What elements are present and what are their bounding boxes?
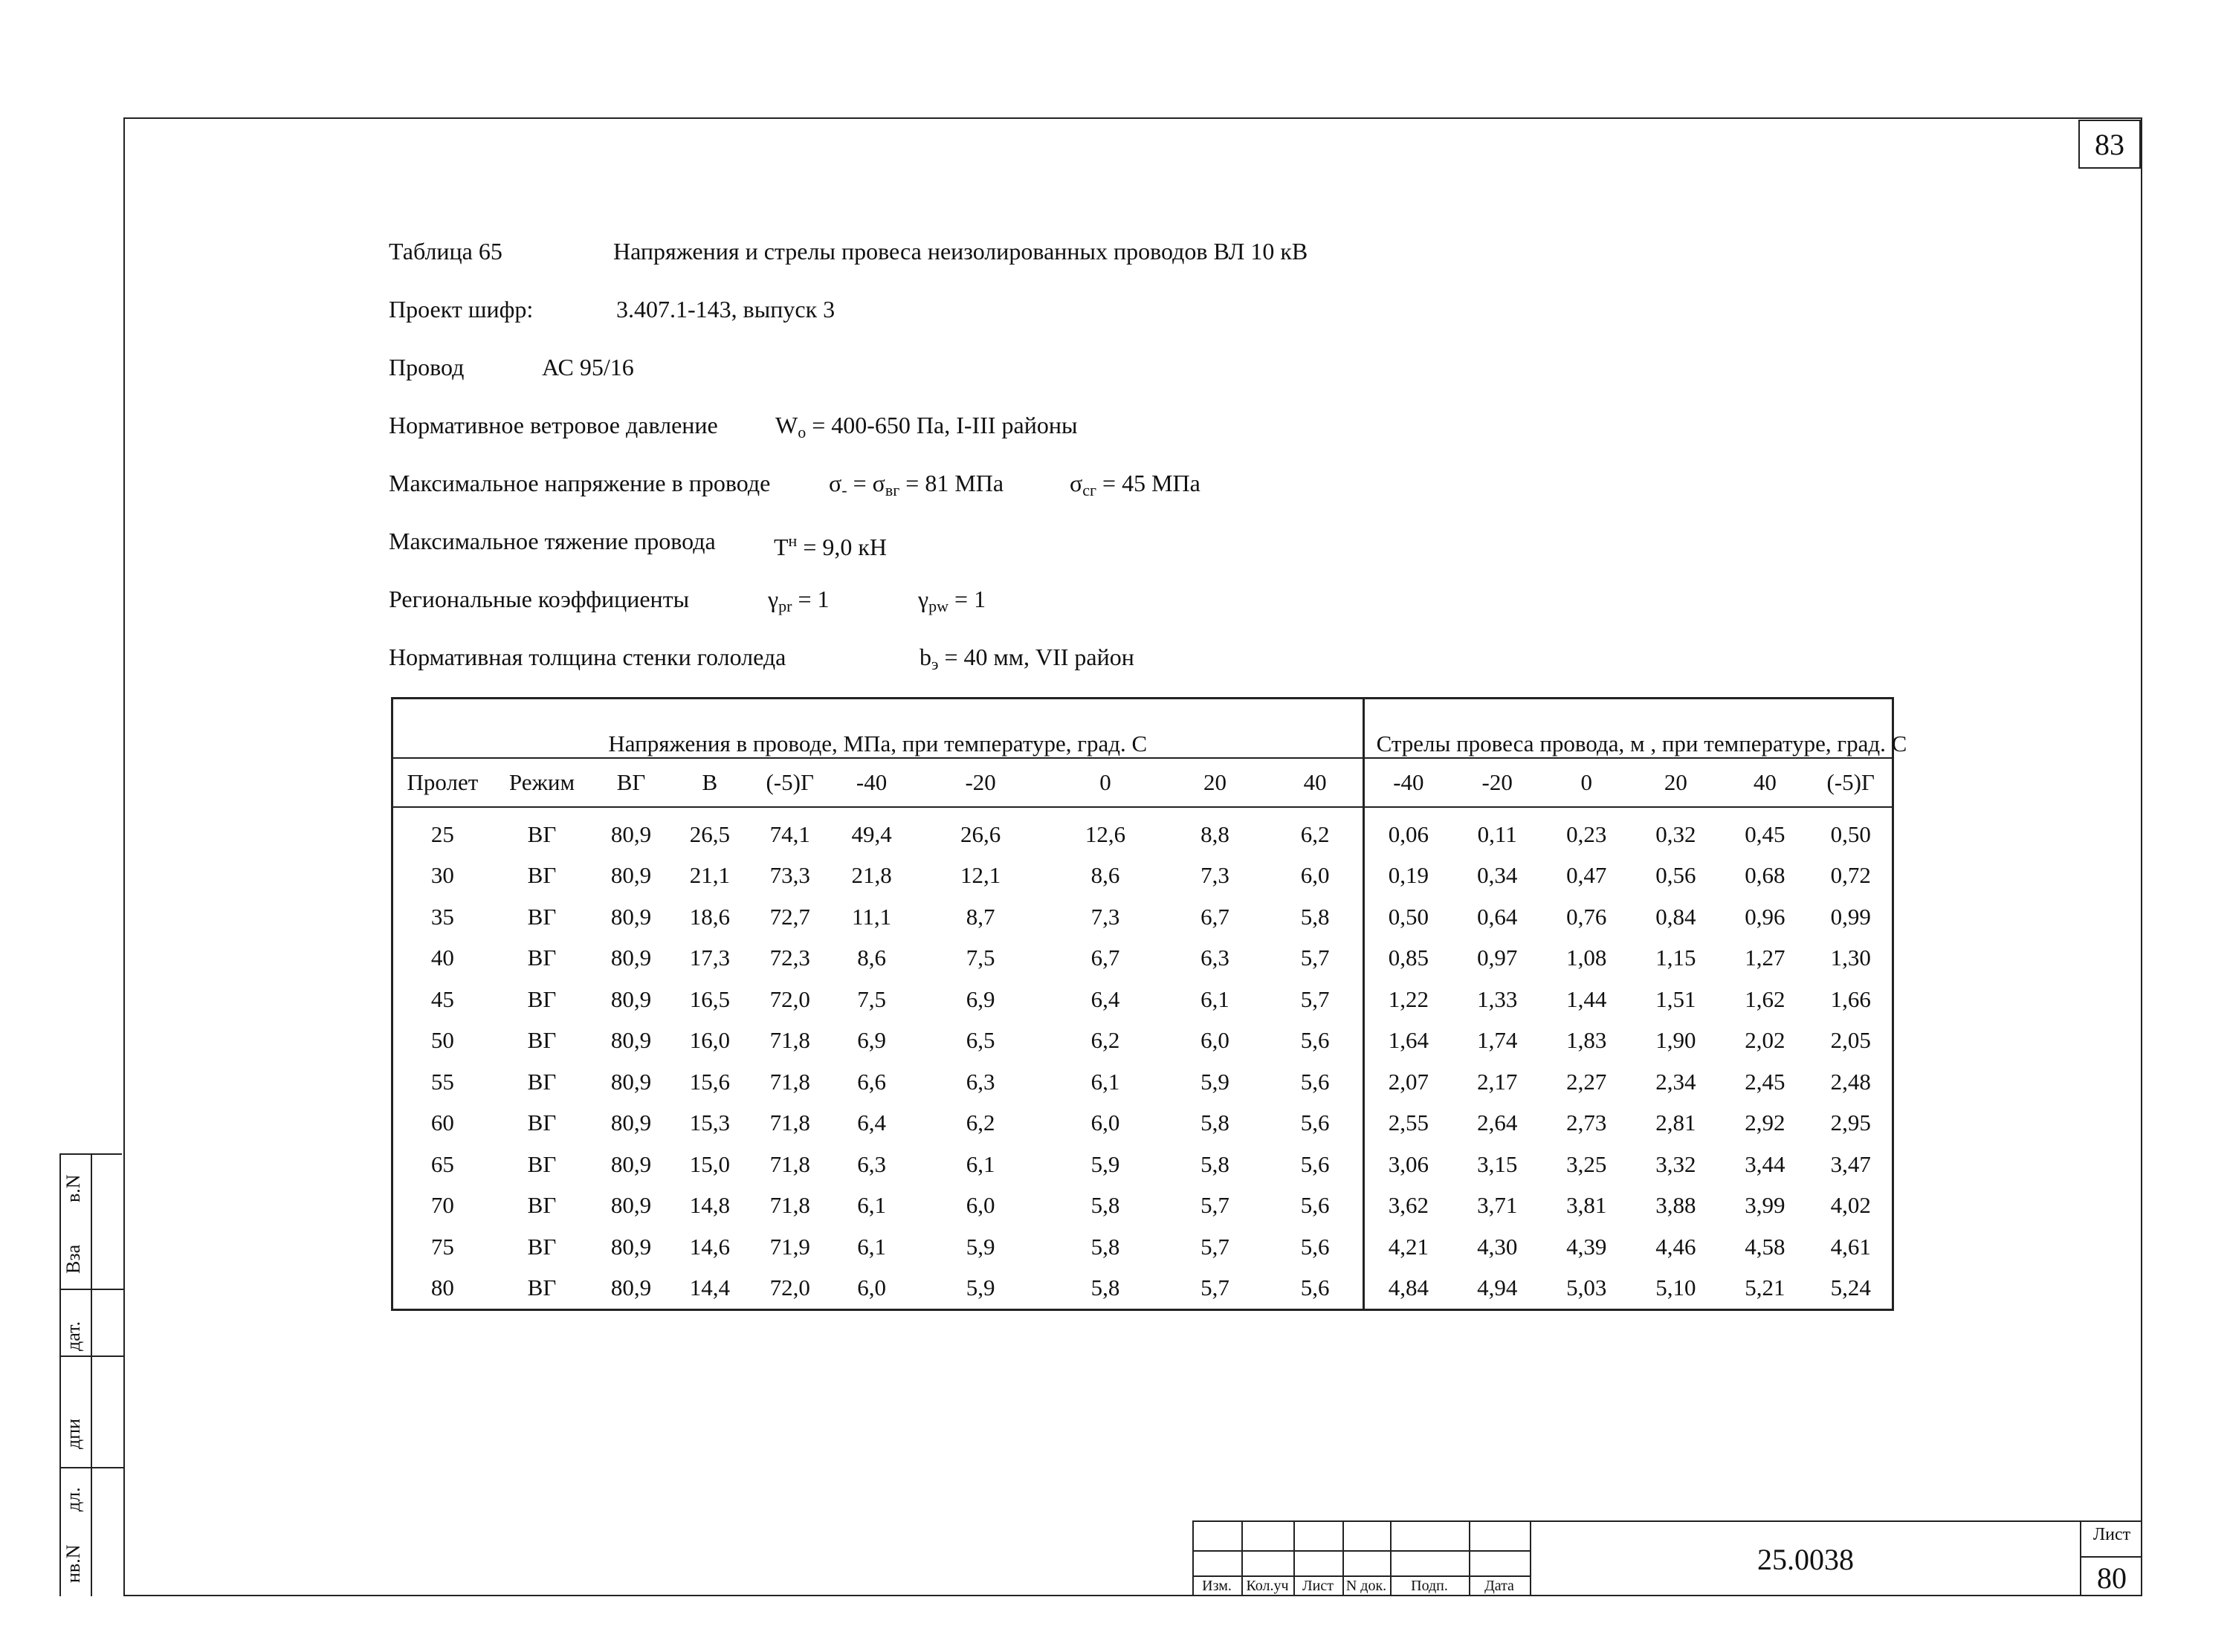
table-cell: 80,9 — [610, 903, 652, 930]
maxstress-sg-value — [1070, 468, 1200, 505]
table-cell: 1,62 — [1745, 985, 1785, 1012]
table-cell: 5,6 — [1300, 1150, 1330, 1177]
table-cell: 5,6 — [1300, 1110, 1330, 1136]
table-cell: 5,10 — [1655, 1274, 1696, 1301]
table-cell: 15,3 — [689, 1110, 730, 1136]
table-cell: 71,9 — [769, 1233, 810, 1260]
table-cell: 72,7 — [769, 903, 810, 930]
wind-value — [775, 410, 1077, 447]
table-cell: 5,24 — [1830, 1274, 1871, 1301]
table-cell: 0,50 — [1363, 896, 1452, 938]
maxstress-sub2: вг — [885, 481, 900, 499]
table-cell: 14,4 — [689, 1274, 730, 1301]
ice-value — [920, 642, 1134, 679]
table-cell: 7,5 — [966, 945, 995, 971]
table-cell: 1,33 — [1477, 985, 1518, 1012]
table-cell: 6,9 — [966, 985, 995, 1012]
table-cell: 1,44 — [1566, 985, 1607, 1012]
table-cell: 5,8 — [1200, 1110, 1229, 1136]
table-cell: ВГ — [527, 1110, 557, 1136]
table-cell: 2,73 — [1566, 1110, 1607, 1136]
gamma-pw-val: = 1 — [948, 586, 986, 612]
table-cell: 6,1 — [857, 1233, 886, 1260]
table-cell: 12,6 — [1085, 820, 1126, 847]
column-header: -40 — [831, 758, 913, 807]
table-row — [392, 1185, 1893, 1227]
column-header: Пролет — [392, 758, 492, 807]
sg-post: = 45 МПа — [1096, 470, 1200, 496]
maxstress-sub: - — [841, 481, 847, 499]
table-row — [392, 855, 1893, 897]
table-cell: 8,7 — [966, 903, 995, 930]
gamma-pr — [768, 584, 830, 621]
column-header-row — [392, 758, 1893, 807]
table-cell: 6,6 — [857, 1068, 886, 1095]
col-label-data: Дата — [1484, 1578, 1514, 1594]
table-cell: 5,9 — [1200, 1068, 1229, 1095]
table-cell: 6,0 — [857, 1274, 886, 1301]
table-cell: 45 — [430, 985, 454, 1012]
table-cell: 5,8 — [1090, 1274, 1120, 1301]
wire-value: АС 95/16 — [542, 354, 634, 380]
group-header-sag: Стрелы провеса провода, м , при температуре, град. С — [1363, 699, 1893, 759]
table-cell: ВГ — [527, 903, 557, 930]
table-cell: 7,3 — [1090, 903, 1120, 930]
sheet-label: Лист — [2092, 1525, 2131, 1544]
document-number: 25.0038 — [1530, 1520, 2080, 1596]
table-cell: 14,8 — [689, 1192, 730, 1219]
table-cell: 17,3 — [689, 945, 730, 971]
table-cell: 2,27 — [1566, 1068, 1607, 1095]
column-header: 40 — [1720, 758, 1809, 807]
table-cell: 8,8 — [1200, 820, 1229, 847]
table-cell: 60 — [430, 1110, 454, 1136]
table-cell: 16,5 — [689, 985, 730, 1012]
table-cell: ВГ — [527, 1192, 557, 1219]
sheet-number: 80 — [2081, 1556, 2142, 1596]
table-cell: 25 — [430, 820, 454, 847]
col-label-ndok: N док. — [1345, 1578, 1387, 1594]
table-cell: ВГ — [527, 1233, 557, 1260]
table-cell: 49,4 — [851, 820, 892, 847]
table-cell: ВГ — [527, 1274, 557, 1301]
table-cell: 3,81 — [1566, 1192, 1607, 1219]
table-cell: 70 — [430, 1192, 454, 1219]
table-row — [392, 807, 1893, 855]
table-cell: 6,1 — [1200, 985, 1229, 1012]
table-cell: 2,02 — [1745, 1027, 1785, 1054]
table-cell: 6,1 — [1090, 1068, 1120, 1095]
table-cell: 0,72 — [1830, 862, 1871, 889]
table-cell: 21,8 — [851, 862, 892, 889]
column-header: -20 — [1452, 758, 1542, 807]
grid-line — [1192, 1575, 1530, 1577]
tension-sup: н — [788, 531, 798, 550]
stamp-label: Вза — [62, 1244, 84, 1274]
table-cell: 15,6 — [689, 1068, 730, 1095]
table-cell: 5,7 — [1200, 1274, 1229, 1301]
table-cell: 6,2 — [966, 1110, 995, 1136]
table-cell: ВГ — [527, 820, 557, 847]
table-cell: 0,47 — [1566, 862, 1607, 889]
table-row — [392, 979, 1893, 1020]
table-cell: 6,7 — [1090, 945, 1120, 971]
table-cell: 14,6 — [689, 1233, 730, 1260]
table-cell: ВГ — [527, 1068, 557, 1095]
table-cell: 26,6 — [960, 820, 1001, 847]
table-cell: 6,0 — [966, 1192, 995, 1219]
stress-sag-table — [391, 697, 1907, 1311]
table-cell: 3,06 — [1363, 1144, 1452, 1185]
maxstress-sigma: σ — [829, 470, 842, 496]
table-cell: 35 — [430, 903, 454, 930]
table-cell: 12,1 — [960, 862, 1001, 889]
table-cell: 0,96 — [1745, 903, 1785, 930]
table-cell: 6,3 — [1200, 945, 1229, 971]
table-cell: 5,6 — [1300, 1233, 1330, 1260]
table-cell: 0,64 — [1477, 903, 1518, 930]
table-cell: 0,68 — [1745, 862, 1785, 889]
table-cell: 72,0 — [769, 1274, 810, 1301]
maxstress-value — [829, 468, 1003, 505]
table-cell: 1,64 — [1363, 1020, 1452, 1062]
col-label-izm: Изм. — [1202, 1578, 1232, 1594]
wind-value-text: W — [775, 412, 798, 438]
stamp-label: нв.N — [62, 1544, 84, 1583]
column-header: В — [670, 758, 749, 807]
project-label: Проект шифр: — [389, 296, 534, 323]
table-cell: 5,6 — [1300, 1068, 1330, 1095]
table-cell: 0,76 — [1566, 903, 1607, 930]
table-cell: 6,0 — [1090, 1110, 1120, 1136]
table-cell: 1,27 — [1745, 945, 1785, 971]
table-cell: 5,7 — [1300, 985, 1330, 1012]
col-label-list: Лист — [1302, 1578, 1334, 1594]
column-header: (-5)Г — [1809, 758, 1893, 807]
ice-sub: э — [931, 655, 939, 673]
stamp-label: дпи — [62, 1418, 84, 1449]
table-cell: 75 — [430, 1233, 454, 1260]
sg-sub: сг — [1082, 481, 1097, 499]
table-cell: 18,6 — [689, 903, 730, 930]
table-cell: 1,51 — [1655, 985, 1696, 1012]
maxstress-label: Максимальное напряжение в проводе — [389, 470, 771, 496]
table-cell: 72,3 — [769, 945, 810, 971]
table-cell: 4,02 — [1830, 1192, 1871, 1219]
table-cell: 5,7 — [1200, 1192, 1229, 1219]
table-cell: 2,95 — [1830, 1110, 1871, 1136]
table-cell: 71,8 — [769, 1192, 810, 1219]
tension-value — [774, 526, 887, 562]
gamma-pr-sym: γ — [768, 586, 779, 612]
table-cell: 80,9 — [610, 1068, 652, 1095]
table-cell: 4,30 — [1477, 1233, 1518, 1260]
table-cell: 4,61 — [1830, 1233, 1871, 1260]
table-row — [392, 1226, 1893, 1268]
table-cell: ВГ — [527, 985, 557, 1012]
table-cell: 0,56 — [1655, 862, 1696, 889]
table-cell: 2,34 — [1655, 1068, 1696, 1095]
table-cell: 21,1 — [689, 862, 730, 889]
table-cell: 71,8 — [769, 1150, 810, 1177]
table-cell: 2,17 — [1477, 1068, 1518, 1095]
column-header: (-5)Г — [749, 758, 831, 807]
table-cell: 1,22 — [1363, 979, 1452, 1020]
gamma-pr-sub: pr — [778, 597, 792, 615]
table-cell: 6,5 — [966, 1027, 995, 1054]
sheet-box — [2080, 1520, 2142, 1596]
group-header-row — [392, 699, 1893, 759]
column-header: 20 — [1162, 758, 1267, 807]
table-cell: 3,32 — [1655, 1150, 1696, 1177]
column-header: 0 — [1049, 758, 1163, 807]
table-cell: 6,9 — [857, 1027, 886, 1054]
title-block — [1192, 1520, 2142, 1596]
table-cell: 0,19 — [1363, 855, 1452, 897]
table-cell: 4,58 — [1745, 1233, 1785, 1260]
table-cell: ВГ — [527, 945, 557, 971]
table-cell: 3,62 — [1363, 1185, 1452, 1227]
table-cell: 55 — [430, 1068, 454, 1095]
col-label-podp: Подп. — [1411, 1578, 1448, 1594]
table-cell: 5,21 — [1745, 1274, 1785, 1301]
group-header-stress: Напряжения в проводе, МПа, при температуре, град. С — [392, 699, 1364, 759]
table-cell: 5,9 — [966, 1274, 995, 1301]
table-cell: 80,9 — [610, 945, 652, 971]
table-cell: 3,25 — [1566, 1150, 1607, 1177]
table-row — [392, 1103, 1893, 1144]
table-cell: 1,30 — [1830, 945, 1871, 971]
table-cell: 30 — [430, 862, 454, 889]
wind-value-rest: = 400-650 Па, I-III районы — [806, 412, 1078, 438]
page-number: 83 — [2078, 120, 2141, 169]
stamp-row-line — [61, 1289, 123, 1290]
wind-value-sub: о — [798, 423, 807, 441]
table-cell: 0,99 — [1830, 903, 1871, 930]
table-cell: 2,07 — [1363, 1061, 1452, 1103]
table-cell: 3,44 — [1745, 1150, 1785, 1177]
table-title: Напряжения и стрелы провеса неизолированных проводов ВЛ 10 кВ — [613, 238, 1308, 265]
table-cell: 16,0 — [689, 1027, 730, 1054]
column-header: Режим — [492, 758, 592, 807]
stamp-label: в.N — [62, 1174, 84, 1202]
table-cell: 0,97 — [1477, 945, 1518, 971]
table-cell: 80,9 — [610, 1233, 652, 1260]
table-cell: 80,9 — [610, 1150, 652, 1177]
table-cell: 80,9 — [610, 1110, 652, 1136]
table-cell: 2,81 — [1655, 1110, 1696, 1136]
table-cell: 1,90 — [1655, 1027, 1696, 1054]
table-cell: 80,9 — [610, 862, 652, 889]
table-cell: 74,1 — [769, 820, 810, 847]
table-cell: 1,66 — [1830, 985, 1871, 1012]
table-cell: 80,9 — [610, 1027, 652, 1054]
table-cell: 4,46 — [1655, 1233, 1696, 1260]
table-cell: 0,23 — [1566, 820, 1607, 847]
table-cell: 2,55 — [1363, 1103, 1452, 1144]
table-cell: 5,9 — [1090, 1150, 1120, 1177]
wind-label: Нормативное ветровое давление — [389, 412, 718, 438]
table-cell: 1,08 — [1566, 945, 1607, 971]
table-cell: 3,99 — [1745, 1192, 1785, 1219]
tension-post: = 9,0 кН — [797, 534, 888, 560]
table-cell: 71,8 — [769, 1110, 810, 1136]
table-cell: 2,92 — [1745, 1110, 1785, 1136]
table-cell: 8,6 — [1090, 862, 1120, 889]
table-cell: ВГ — [527, 862, 557, 889]
sg-sigma: σ — [1070, 470, 1083, 496]
table-cell: 0,50 — [1830, 820, 1871, 847]
table-row — [392, 938, 1893, 979]
table-cell: 4,84 — [1363, 1268, 1452, 1310]
gamma-pr-val: = 1 — [792, 586, 830, 612]
table-cell: 0,34 — [1477, 862, 1518, 889]
wire-label: Провод — [389, 354, 465, 380]
stamp-divider — [91, 1155, 92, 1596]
table-cell: 80,9 — [610, 1192, 652, 1219]
table-cell: 80,9 — [610, 820, 652, 847]
table-cell: 65 — [430, 1150, 454, 1177]
stamp-row-line — [61, 1467, 123, 1468]
table-row — [392, 1144, 1893, 1185]
table-cell: 5,8 — [1090, 1192, 1120, 1219]
table-cell: 8,6 — [857, 945, 886, 971]
grid-line — [1192, 1520, 1530, 1522]
table-cell: 0,45 — [1745, 820, 1785, 847]
table-cell: 6,1 — [966, 1150, 995, 1177]
column-header: -40 — [1363, 758, 1452, 807]
table-cell: 0,32 — [1655, 820, 1696, 847]
ice-post: = 40 мм, VII район — [938, 644, 1134, 670]
table-cell: 6,0 — [1200, 1027, 1229, 1054]
table-cell: 73,3 — [769, 862, 810, 889]
table-cell: 5,8 — [1090, 1233, 1120, 1260]
column-header: ВГ — [592, 758, 670, 807]
table-cell: 2,48 — [1830, 1068, 1871, 1095]
column-header: 40 — [1268, 758, 1363, 807]
table-cell: 3,15 — [1477, 1150, 1518, 1177]
table-cell: 72,0 — [769, 985, 810, 1012]
project-code: 3.407.1-143, выпуск 3 — [616, 296, 836, 323]
table-cell: 2,45 — [1745, 1068, 1785, 1095]
ice-label: Нормативная толщина стенки гололеда — [389, 644, 786, 670]
gamma-pw-sym: γ — [918, 586, 929, 612]
grid-line — [1192, 1550, 1530, 1552]
table-cell: 6,3 — [966, 1068, 995, 1095]
table-cell: 0,85 — [1363, 938, 1452, 979]
table-cell: 0,11 — [1477, 820, 1517, 847]
stamp-row-line — [61, 1355, 123, 1357]
table-cell: 40 — [430, 945, 454, 971]
table-cell: 6,0 — [1300, 862, 1330, 889]
table-cell: 50 — [430, 1027, 454, 1054]
table-cell: 4,39 — [1566, 1233, 1607, 1260]
table-cell: 4,94 — [1477, 1274, 1518, 1301]
table-cell: 4,21 — [1363, 1226, 1452, 1268]
table-cell: ВГ — [527, 1027, 557, 1054]
table-cell: 7,5 — [857, 985, 886, 1012]
table-row — [392, 896, 1893, 938]
table-cell: 1,83 — [1566, 1027, 1607, 1054]
table-cell: 5,7 — [1300, 945, 1330, 971]
table-row — [392, 1020, 1893, 1062]
table-cell: 6,4 — [1090, 985, 1120, 1012]
table-cell: 5,03 — [1566, 1274, 1607, 1301]
table-cell: 80 — [430, 1274, 454, 1301]
side-stamp — [59, 1153, 122, 1596]
column-header: 20 — [1631, 758, 1720, 807]
table-cell: 3,71 — [1477, 1192, 1518, 1219]
table-cell: 5,6 — [1300, 1192, 1330, 1219]
gamma-pw-sub: pw — [928, 597, 949, 615]
table-cell: 5,8 — [1300, 903, 1330, 930]
regional-label: Региональные коэффициенты — [389, 586, 690, 612]
table-cell: 2,64 — [1477, 1110, 1518, 1136]
table-cell: 5,7 — [1200, 1233, 1229, 1260]
table-cell: 80,9 — [610, 1274, 652, 1301]
table-cell: 11,1 — [852, 903, 892, 930]
revision-grid — [1192, 1520, 1530, 1596]
table-cell: 3,47 — [1830, 1150, 1871, 1177]
gamma-pw — [918, 584, 986, 621]
table-cell: 6,2 — [1090, 1027, 1120, 1054]
table-cell: 1,15 — [1655, 945, 1696, 971]
table-cell: 80,9 — [610, 985, 652, 1012]
table-cell: 5,8 — [1200, 1150, 1229, 1177]
table-cell: 1,74 — [1477, 1027, 1518, 1054]
table-cell: 6,7 — [1200, 903, 1229, 930]
maxstress-mid: = σ — [847, 470, 885, 496]
table-row — [392, 1061, 1893, 1103]
table-cell: 3,88 — [1655, 1192, 1696, 1219]
table-cell: 6,4 — [857, 1110, 886, 1136]
col-label-kolvo: Кол.уч — [1246, 1578, 1289, 1594]
table-cell: 5,9 — [966, 1233, 995, 1260]
table-body — [392, 807, 1893, 1310]
column-header: -20 — [913, 758, 1049, 807]
table-row — [392, 1268, 1893, 1310]
table-cell: 71,8 — [769, 1068, 810, 1095]
maxstress-post: = 81 МПа — [899, 470, 1004, 496]
table-cell: 0,06 — [1363, 807, 1452, 855]
table-cell: 26,5 — [689, 820, 730, 847]
table-cell: 6,1 — [857, 1192, 886, 1219]
table-cell: 6,2 — [1300, 820, 1330, 847]
stamp-label: дат. — [62, 1321, 84, 1351]
table-cell: ВГ — [527, 1150, 557, 1177]
tension-t: Т — [774, 534, 789, 560]
table-cell: 0,84 — [1655, 903, 1696, 930]
column-header: 0 — [1542, 758, 1631, 807]
table-cell: 2,05 — [1830, 1027, 1871, 1054]
table-cell: 71,8 — [769, 1027, 810, 1054]
table-cell: 15,0 — [689, 1150, 730, 1177]
table-cell: 7,3 — [1200, 862, 1229, 889]
table-cell: 5,6 — [1300, 1274, 1330, 1301]
table-cell: 6,3 — [857, 1150, 886, 1177]
stamp-label: дл. — [62, 1487, 84, 1512]
table-label: Таблица 65 — [389, 238, 502, 265]
ice-b: b — [920, 644, 931, 670]
table-cell: 5,6 — [1300, 1027, 1330, 1054]
tension-label: Максимальное тяжение провода — [389, 528, 716, 554]
